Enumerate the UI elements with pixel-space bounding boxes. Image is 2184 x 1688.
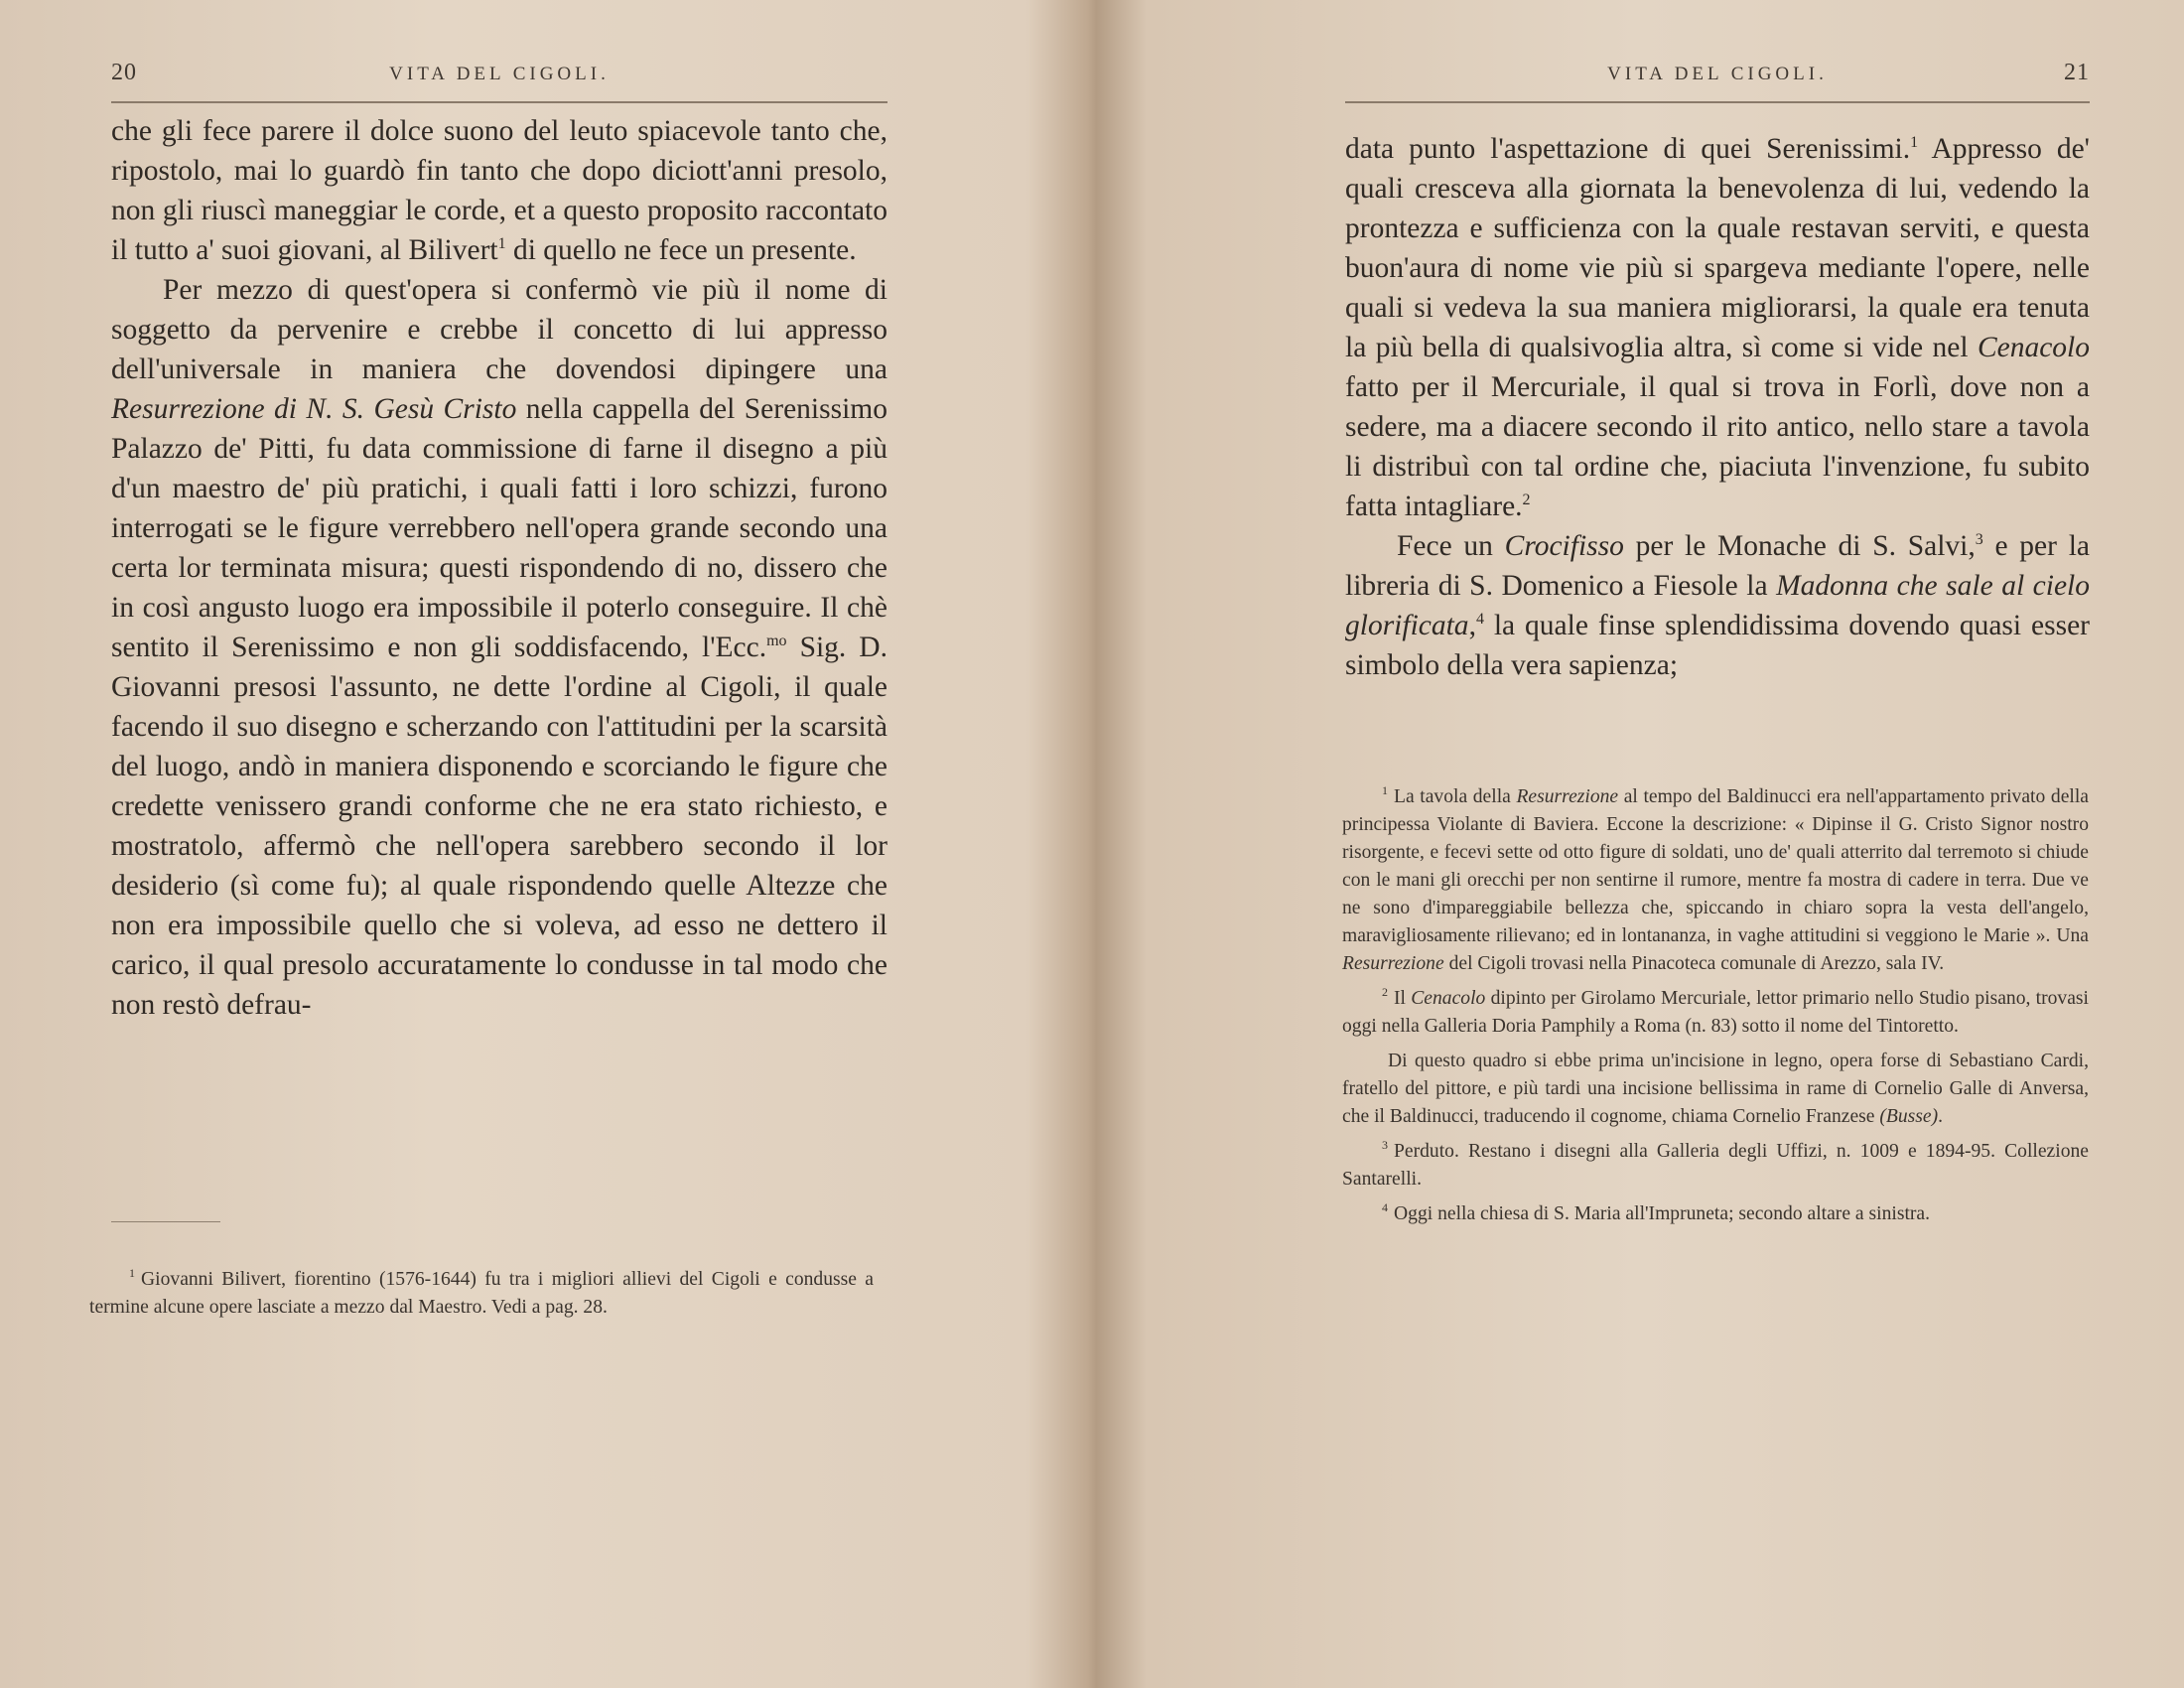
footnote-text: Giovanni Bilivert, fiorentino (1576-1644) fu tra i migliori allievi del Cigoli e condusse a termine alcune opere lasciate a mezzo dal Maestro. Vedi a pag. 28. bbox=[89, 1269, 874, 1318]
footnote-text: Perduto. Restano i disegni alla Galleria degli Uffizi, n. 1009 e 1894-95. Collezione Santarelli. bbox=[1342, 1141, 2089, 1190]
footnote-mark: 2 bbox=[1382, 985, 1388, 999]
left-running-title: VITA DEL CIGOLI. bbox=[389, 64, 610, 84]
right-footnote-3 bbox=[1342, 1131, 2089, 1194]
left-footnotes bbox=[89, 1259, 874, 1322]
right-footnote-4 bbox=[1342, 1194, 2089, 1228]
footnote-text: Oggi nella chiesa di S. Maria all'Impruneta; secondo altare a sinistra. bbox=[1394, 1203, 1931, 1224]
footnote-text: Di questo quadro si ebbe prima un'incisione in legno, opera forse di Sebastiano Cardi, fratello del pittore, e più tardi una incisione bellissima in rame di Cornelio Galle di Anversa, che il Baldinucci, traducendo il cognome, chiama Cornelio Franzese (Busse). bbox=[1342, 1051, 2089, 1127]
right-page-number: 21 bbox=[2064, 60, 2090, 85]
right-footnotes bbox=[1342, 776, 2089, 1228]
footnote-mark: 1 bbox=[1382, 783, 1388, 797]
right-running-title: VITA DEL CIGOLI. bbox=[1607, 64, 1828, 84]
footnote-mark: 1 bbox=[129, 1266, 135, 1280]
right-paragraph-2: Fece un Crocifisso per le Monache di S. Salvi,$^3$ e per la libreria di S. Domenico a Fiesole la Madonna che sale al cielo glorificata,$^4$ la quale finse splendidissima dovendo quasi esser simbolo della vera sapienza; bbox=[1345, 530, 2090, 681]
left-paragraph-1: che gli fece parere il dolce suono del leuto spiacevole tanto che, ripostolo, mai lo guardò fin tanto che dopo diciott'anni presolo, non gli riuscì maneggiar le corde, et a questo proposito raccontato il tutto a' suoi giovani, al Bilivert$^1$ di quello ne fece un presente. bbox=[111, 115, 887, 266]
left-running-head bbox=[111, 52, 887, 103]
left-footnote-1 bbox=[89, 1259, 874, 1322]
right-page bbox=[1102, 0, 2184, 1688]
left-page bbox=[0, 0, 1082, 1688]
right-footnote-1 bbox=[1342, 776, 2089, 978]
footnote-text: Il Cenacolo dipinto per Girolamo Mercuriale, lettor primario nello Studio pisano, trovasi oggi nella Galleria Doria Pamphily a Roma (n. 83) sotto il nome del Tintoretto. bbox=[1342, 988, 2089, 1037]
right-body-text bbox=[1345, 129, 2090, 685]
left-paragraph-2: Per mezzo di quest'opera si confermò vie più il nome di soggetto da pervenire e crebbe il concetto di lui appresso dell'universale in maniera che dovendosi dipingere una Resurrezione di N. S. Gesù Cristo nella cappella del Serenissimo Palazzo de' Pitti, fu data commissione di farne il disegno a più d'un maestro de' più pratichi, i quali fatti i loro schizzi, furono interrogati se le figure verrebbero nell'opera grande secondo una certa lor terminata misura; questi rispondendo di no, dissero che in così angusto luogo era impossibile il poterlo conseguire. Il chè sentito il Serenissimo e non gli soddisfacendo, l'Ecc.$^{mo}$ Sig. D. Giovanni presosi l'assunto, ne dette l'ordine al Cigoli, il quale facendo il suo disegno e scherzando con l'attitudini per la scarsità del luogo, andò in maniera disponendo e scorciando le figure che credette venissero grandi conforme che ne era stato richiesto, e mostratolo, affermò che nell'opera sarebbero secondo il lor desiderio (sì come fu); al quale rispondendo quelle Altezze che non era impossibile quello che si voleva, ad esso ne dettero il carico, il qual presolo accuratamente lo condusse in tal modo che non restò defrau- bbox=[111, 274, 887, 1021]
left-page-number: 20 bbox=[111, 60, 137, 85]
footnote-mark: 4 bbox=[1382, 1200, 1388, 1214]
right-footnote-2-continued bbox=[1342, 1041, 2089, 1131]
right-footnote-2 bbox=[1342, 978, 2089, 1041]
right-paragraph-1: data punto l'aspettazione di quei Serenissimi.$^1$ Appresso de' quali cresceva alla giornata la benevolenza di lui, vedendo la prontezza e sufficienza con la quale restavan serviti, e questa buon'aura di nome vie più si spargeva mediante l'opere, nelle quali si vedeva la sua maniera migliorarsi, la quale era tenuta la più bella di qualsivoglia altra, sì come si vide nel Cenacolo fatto per il Mercuriale, il qual si trova in Forlì, dove non a sedere, ma a diacere secondo il rito antico, nello stare a tavola li distribuì con tal ordine che, piaciuta l'invenzione, fu subito fatta intagliare.$^2$ bbox=[1345, 133, 2090, 522]
left-footnote-rule bbox=[111, 1221, 220, 1222]
footnote-text: La tavola della Resurrezione al tempo del Baldinucci era nell'appartamento privato della principessa Violante di Baviera. Eccone la descrizione: « Dipinse il G. Cristo Signor nostro risorgente, e fecevi sette od otto figure di soldati, uno de' quali atterrito dal terremoto si chiude con le mani gli orecchi per non sentirne il rumore, mentre fa mostra di cadere in terra. Due ve ne sono d'impareggiabile bellezza che, spiccando in chiaro sopra la vesta dell'angelo, maravigliosamente rilievano; ed in lontananza, in vaghe attitudini si veggiono le Marie ». Una Resurrezione del Cigoli trovasi nella Pinacoteca comunale di Arezzo, sala IV. bbox=[1342, 786, 2089, 974]
right-running-head bbox=[1345, 52, 2090, 103]
left-body-text bbox=[111, 111, 887, 1025]
footnote-mark: 3 bbox=[1382, 1138, 1388, 1152]
